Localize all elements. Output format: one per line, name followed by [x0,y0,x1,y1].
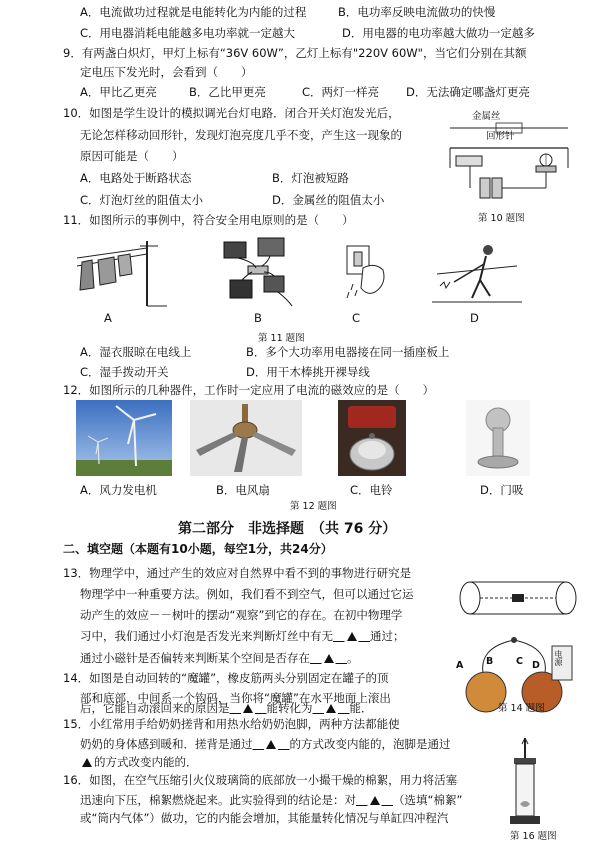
q10-stem-cont2: 原因可能是（ ） [80,149,184,163]
q16-line3: 或“筒内气体”）做功，它的内能会增加，其能量转化情况与单缸四冲程汽 [80,811,449,825]
q11-label-c: C [352,311,361,325]
q8-option-b: B．电功率反映电流做功的快慢 [338,5,496,19]
q13-line2: 物理学中一种重要方法。例如，我们看不到空气，但可以通过它运 [80,587,414,601]
q16-blank-1 [356,793,393,807]
q13-line5-text: 通过小磁针是否偏转来判断某个空间是否存在 [80,651,310,665]
q12-photo-a-wind-turbine [76,400,172,476]
q15-line2-mid: 的方式改变内能的，泡脚是通过 [289,737,451,751]
q12-option-d: D．门吸 [480,483,524,497]
q10-label-wire: 金属丝 [472,111,501,122]
q11-figure-c-wet-hand-switch [335,240,395,308]
q10-stem: 10．如图是学生设计的模拟调光台灯电路．闭合开关灯泡发光后， [63,106,400,120]
q15-line3-text: 的方式改变内能的． [94,755,198,769]
q13-line4 [80,628,405,644]
q11-label-b: B [254,311,262,325]
q10-option-a: A．电路处于断路状态 [80,171,192,185]
q14-line3 [80,700,373,716]
q12-option-a: A．风力发电机 [80,483,157,497]
q9-option-c: C．两灯一样亮 [302,85,380,99]
q13-cylinder-figure [456,578,580,618]
q14-line2: 部和底部，中间系一个钩码，当你将“魔罐”在水平地面上滚出 [80,691,391,705]
q14-line3-mid: 能转化为 [266,701,313,715]
q14-blank-2 [313,701,350,715]
q14-line3-end: 能． [349,701,373,715]
q11-caption: 第 11 题图 [258,333,305,344]
q15-blank-2 [80,755,94,769]
q10-option-b: B．灯泡被短路 [272,171,349,185]
q14-line3-text: 后，它能自动滚回来的原因是 [80,701,230,715]
q12-option-b: B．电风扇 [216,483,270,497]
q15-line1: 15．小红常用手给奶奶搓背和用热水给奶奶泡脚，两种方法都能使 [63,717,400,731]
q14-caption: 第 14 题图 [498,703,545,714]
q13-line1: 13．物理学中，通过产生的效应对自然界中看不到的事物进行研究是 [63,566,412,580]
q14-fig-power-label: 电源 [554,650,563,666]
q13-line4-end: 通过； [370,629,405,643]
q11-label-d: D [470,311,479,325]
q12-photo-b-ceiling-fan [190,400,302,476]
q9-stem-cont: 定电压下发光时，会看到（ ） [80,65,253,79]
q16-line2-text: 迅速向下压，棉絮燃烧起来。此实验得到的结论是：对 [80,793,356,807]
q13-blank-1 [333,629,370,643]
q11-label-a: A [104,311,112,325]
q11-figure-a-wet-clothes [72,236,172,308]
q11-figure-d-wooden-stick [432,236,522,308]
q10-label-clip: 回形针 [486,131,515,142]
q9-option-b: B．乙比甲更亮 [189,85,266,99]
q13-line3: 动产生的效应－－树叶的摆动“观察”到它的存在。在初中物理学 [80,608,403,622]
q13-line4-text: 习中，我们通过小灯泡是否发光来判断灯丝中有无 [80,629,333,643]
q15-line2-text: 奶奶的身体感到暖和．搓背是通过 [80,737,253,751]
q10-caption: 第 10 题图 [478,213,525,224]
q10-option-c: C．灯泡灯丝的阻值太小 [80,193,204,207]
q15-line2 [80,736,451,752]
q16-line2-end: （选填“棉絮” [393,793,463,807]
q13-blank-2 [310,651,347,665]
q11-figure-b-power-strip [218,232,298,310]
q10-circuit-figure [440,108,580,208]
q14-fig-label-d: D [532,660,540,671]
q14-line1: 14．如图是自动回转的“魔罐”，橡皮筋两头分别固定在罐子的顶 [63,671,389,685]
q8-option-d: D．用电器的电功率越大做功一定越多 [342,26,535,40]
q12-option-c: C．电铃 [350,483,393,497]
q11-option-d: D．用干木棒挑开裸导线 [246,365,370,379]
q14-blank-1 [230,701,267,715]
q9-stem: 9．有两盏白炽灯，甲灯上标有“36V 60W”，乙灯上标有"220V 60W"，当它们分别在其额 [63,46,527,60]
section-fill-in-title: 二、填空题（本题有10小题，每空1分，共24分） [63,542,333,556]
q9-option-a: A．甲比乙更亮 [80,85,157,99]
q11-stem: 11．如图所示的事例中，符合安全用电原则的是（ ） [63,213,354,227]
q12-stem: 12．如图所示的几种器件，工作时一定应用了电流的磁效应的是（ ） [63,383,435,397]
q16-line2 [80,792,462,808]
q16-caption: 第 16 题图 [510,831,557,842]
q16-fire-syringe-figure [500,738,550,830]
q11-option-a: A．湿衣服晾在电线上 [80,345,192,359]
part2-title: 第二部分 非选择题 （共 76 分） [178,521,397,537]
q8-option-a: A．电流做功过程就是电能转化为内能的过程 [80,5,307,19]
q11-option-b: B．多个大功率用电器接在同一插座板上 [246,345,450,359]
q10-stem-cont1: 无论怎样移动回形针，发现灯泡亮度几乎不变，产生这一现象的 [80,128,402,142]
q12-caption: 第 12 题图 [290,501,337,512]
q14-fig-label-a: A [456,660,464,671]
q13-line5 [80,650,359,666]
q10-option-d: D．金属丝的阻值太小 [272,193,385,207]
q13-line5-end: 。 [347,651,359,665]
q14-fig-label-c: C [516,656,523,667]
q14-fig-label-b: B [486,656,494,667]
q11-option-c: C．湿手拨动开关 [80,365,169,379]
q12-photo-c-electric-bell [338,400,406,476]
q9-option-d: D．无法确定哪盏灯更亮 [406,85,530,99]
q12-photo-d-door-stopper [466,400,530,476]
q8-option-c: C．用电器消耗电能越多电功率就一定越大 [80,26,296,40]
q15-blank-1 [253,737,290,751]
q16-line1: 16．如图，在空气压缩引火仪玻璃筒的底部放一小撮干燥的棉絮，用力将活塞 [63,773,458,787]
q15-line3 [80,754,198,770]
